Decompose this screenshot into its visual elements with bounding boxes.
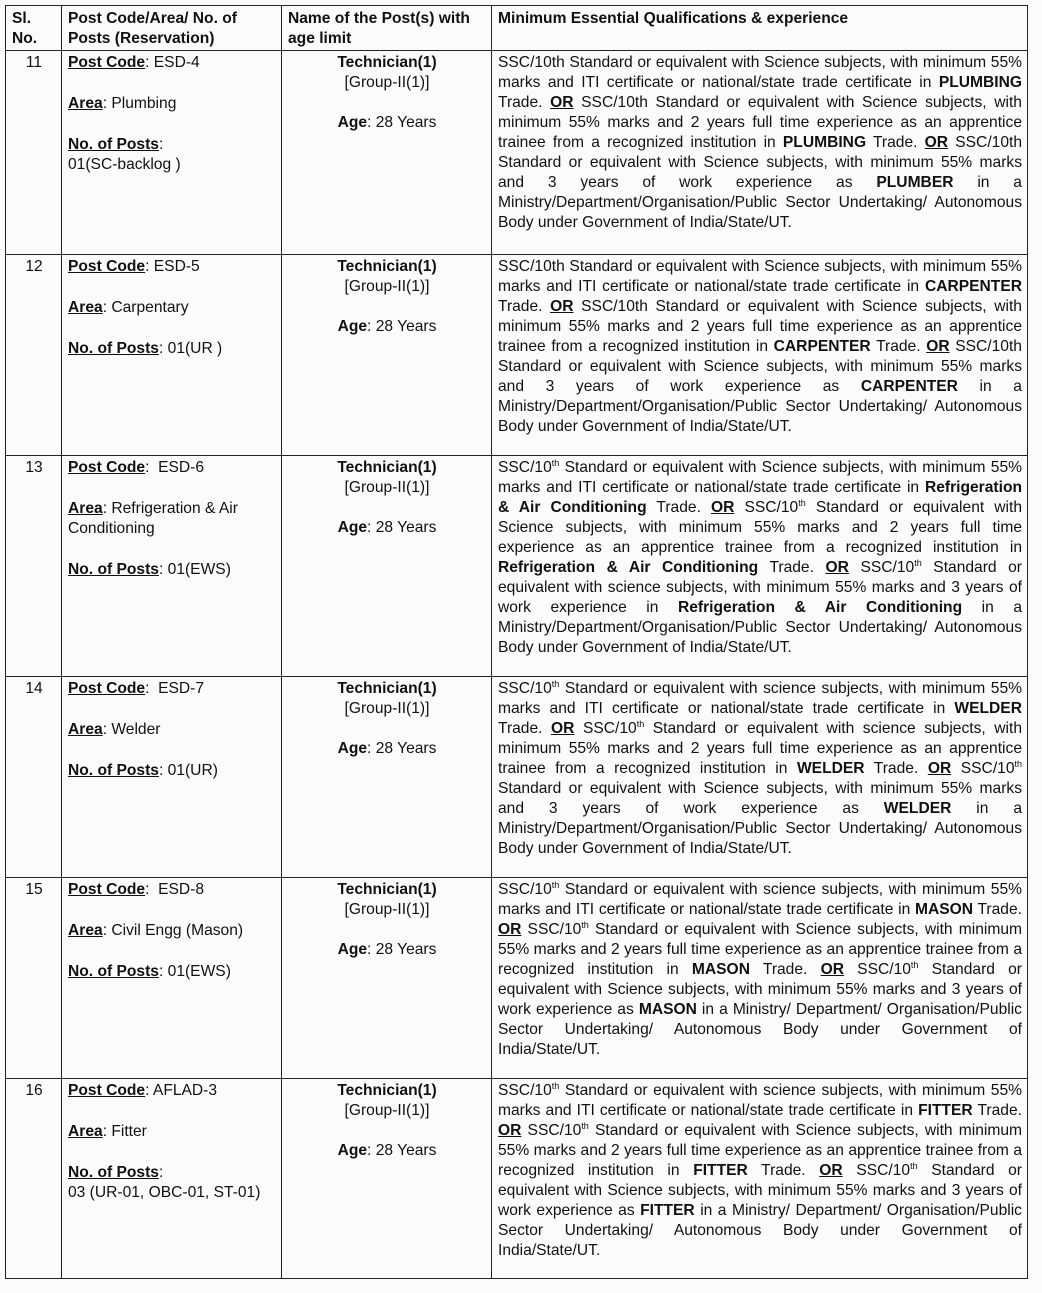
post-name-cell: Technician(1) [Group-II(1)] Age: 28 Years [282,677,492,878]
table-row [6,677,1028,878]
qualification-text: SSC/10th Standard or equivalent with science subjects, with minimum 55% marks and ITI certificate or national/state trade certificate in MASON Trade. OR SSC/10th Standard or equivalent with Science subjects, with minimum 55% marks and 2 years full time experience as an apprentice trainee from a recognized institution in MASON Trade. OR SSC/10th Standard or equivalent with Science subjects, with minimum 55% marks and 3 years of work experience as MASON in a Ministry/ Department/ Organisation/Public Sector Undertaking/ Autonomous Body under Government of India/State/UT. [492,878,1028,1079]
post-details: Post Code: ESD-7 Area: Welder No. of Posts: 01(UR) [62,677,282,878]
age-label: Age [337,519,368,536]
post-group: [Group-II(1)] [344,74,430,91]
header-qualification: Minimum Essential Qualifications & experience [492,6,1028,51]
post-group: [Group-II(1)] [344,278,430,295]
area: Carpentary [111,299,189,316]
age-label: Age [337,318,368,335]
post-name: Technician(1) [337,258,437,275]
post-group: [Group-II(1)] [344,479,430,496]
post-name: Technician(1) [337,680,437,697]
post-code: ESD-4 [153,54,200,71]
header-post-code: Post Code/Area/ No. of Posts (Reservation) [62,6,282,51]
post-code-label: Post Code [68,881,146,898]
post-code-label: Post Code [68,54,146,71]
age-value: 28 Years [375,318,437,335]
post-code: ESD-6 [158,459,205,476]
area: Fitter [111,1123,147,1140]
post-details: Post Code: AFLAD-3 Area: Fitter No. of Posts: 03 (UR-01, OBC-01, ST-01) [62,1079,282,1279]
qualification-text: SSC/10th Standard or equivalent with science subjects, with minimum 55% marks and ITI certificate or national/state trade certificate in WELDER Trade. OR SSC/10th Standard or equivalent with science subjects, with minimum 55% marks and 2 years full time experience as an apprentice trainee from a recognized institution in WELDER Trade. OR SSC/10th Standard or equivalent with Science subjects, with minimum 55% marks and 3 years of work experience as WELDER in a Ministry/Department/Organisation/Public Sector Undertaking/ Autonomous Body under Government of India/State/UT. [492,677,1028,878]
area: Refrigeration & Air Conditioning [68,500,238,537]
no-of-posts: 03 (UR-01, OBC-01, ST-01) [68,1184,261,1201]
sl-no: 11 [6,51,62,255]
post-details: Post Code: ESD-8 Area: Civil Engg (Mason) No. of Posts: 01(EWS) [62,878,282,1079]
age-label: Age [337,114,368,131]
table-row [6,51,1028,255]
post-code-label: Post Code [68,258,146,275]
post-name-cell: Technician(1) [Group-II(1)] Age: 28 Years [282,255,492,456]
sl-no: 14 [6,677,62,878]
table-header-row [6,6,1028,51]
posts-label: No. of Posts [68,963,159,980]
age-value: 28 Years [375,519,437,536]
area: Welder [111,721,161,738]
sl-no: 15 [6,878,62,1079]
age-value: 28 Years [375,941,437,958]
posts-label: No. of Posts [68,1164,159,1181]
post-name: Technician(1) [337,1082,437,1099]
header-sl-no: Sl. No. [6,6,62,51]
area-label: Area [68,721,103,738]
post-code: ESD-8 [158,881,205,898]
post-code: ESD-5 [153,258,200,275]
table-row [6,255,1028,456]
posts-label: No. of Posts [68,136,159,153]
age-value: 28 Years [375,740,437,757]
post-code-label: Post Code [68,680,146,697]
sl-no: 16 [6,1079,62,1279]
area-label: Area [68,500,103,517]
area-label: Area [68,1123,103,1140]
area-label: Area [68,922,103,939]
post-code: AFLAD-3 [152,1082,218,1099]
post-name-cell: Technician(1) [Group-II(1)] Age: 28 Years [282,878,492,1079]
post-code: ESD-7 [158,680,205,697]
no-of-posts: 01(SC-backlog ) [68,156,181,173]
sl-no: 13 [6,456,62,677]
area-label: Area [68,95,103,112]
table-row [6,456,1028,677]
posts-table [5,5,1028,1279]
post-name: Technician(1) [337,54,437,71]
post-details: Post Code: ESD-4 Area: Plumbing No. of Posts: 01(SC-backlog ) [62,51,282,255]
age-value: 28 Years [375,114,437,131]
area: Plumbing [111,95,177,112]
posts-label: No. of Posts [68,340,159,357]
no-of-posts: 01(UR) [167,762,218,779]
no-of-posts: 01(EWS) [167,561,231,578]
no-of-posts: 01(EWS) [167,963,231,980]
age-label: Age [337,740,368,757]
post-code-label: Post Code [68,1082,146,1099]
posts-label: No. of Posts [68,762,159,779]
area-label: Area [68,299,103,316]
qualification-text: SSC/10th Standard or equivalent with Science subjects, with minimum 55% marks and ITI certificate or national/state trade certificate in CARPENTER Trade. OR SSC/10th Standard or equivalent with Science subjects, with minimum 55% marks and 2 years full time experience as an apprentice trainee from a recognized institution in CARPENTER Trade. OR SSC/10th Standard or equivalent with Science subjects, with minimum 55% marks and 3 years of work experience as CARPENTER in a Ministry/Department/Organisation/Public Sector Undertaking/ Autonomous Body under Government of India/State/UT. [492,255,1028,456]
post-name-cell: Technician(1) [Group-II(1)] Age: 28 Years [282,51,492,255]
age-label: Age [337,1142,368,1159]
qualification-text: SSC/10th Standard or equivalent with Science subjects, with minimum 55% marks and ITI certificate or national/state trade certificate in PLUMBING Trade. OR SSC/10th Standard or equivalent with Science subjects, with minimum 55% marks and 2 years full time experience as an apprentice trainee from a recognized institution in PLUMBING Trade. OR SSC/10th Standard or equivalent with Science subjects, with minimum 55% marks and 3 years of work experience as PLUMBER in a Ministry/Department/Organisation/Public Sector Undertaking/ Autonomous Body under Government of India/State/UT. [492,51,1028,255]
header-post-name: Name of the Post(s) with age limit [282,6,492,51]
post-name: Technician(1) [337,459,437,476]
post-name-cell: Technician(1) [Group-II(1)] Age: 28 Years [282,1079,492,1279]
post-details: Post Code: ESD-5 Area: Carpentary No. of Posts: 01(UR ) [62,255,282,456]
post-name: Technician(1) [337,881,437,898]
sl-no: 12 [6,255,62,456]
post-group: [Group-II(1)] [344,901,430,918]
age-value: 28 Years [375,1142,437,1159]
table-row [6,1079,1028,1279]
post-details: Post Code: ESD-6 Area: Refrigeration & Air Conditioning No. of Posts: 01(EWS) [62,456,282,677]
post-group: [Group-II(1)] [344,1102,430,1119]
qualification-text: SSC/10th Standard or equivalent with Science subjects, with minimum 55% marks and ITI certificate or national/state trade certificate in Refrigeration & Air Conditioning Trade. OR SSC/10th Standard or equivalent with Science subjects, with minimum 55% marks and 2 years full time experience as an apprentice trainee from a recognized institution in Refrigeration & Air Conditioning Trade. OR SSC/10th Standard or equivalent with science subjects, with minimum 55% marks and 3 years of work experience in Refrigeration & Air Conditioning in a Ministry/Department/Organisation/Public Sector Undertaking/ Autonomous Body under Government of India/State/UT. [492,456,1028,677]
no-of-posts: 01(UR ) [167,340,223,357]
post-group: [Group-II(1)] [344,700,430,717]
area: Civil Engg (Mason) [111,922,244,939]
posts-label: No. of Posts [68,561,159,578]
post-name-cell: Technician(1) [Group-II(1)] Age: 28 Years [282,456,492,677]
table-row [6,878,1028,1079]
age-label: Age [337,941,368,958]
qualification-text: SSC/10th Standard or equivalent with science subjects, with minimum 55% marks and ITI certificate or national/state trade certificate in FITTER Trade. OR SSC/10th Standard or equivalent with Science subjects, with minimum 55% marks and 2 years full time experience as an apprentice trainee from a recognized institution in FITTER Trade. OR SSC/10th Standard or equivalent with Science subjects, with minimum 55% marks and 3 years of work experience as FITTER in a Ministry/ Department/ Organisation/Public Sector Undertaking/ Autonomous Body under Government of India/State/UT. [492,1079,1028,1279]
post-code-label: Post Code [68,459,146,476]
